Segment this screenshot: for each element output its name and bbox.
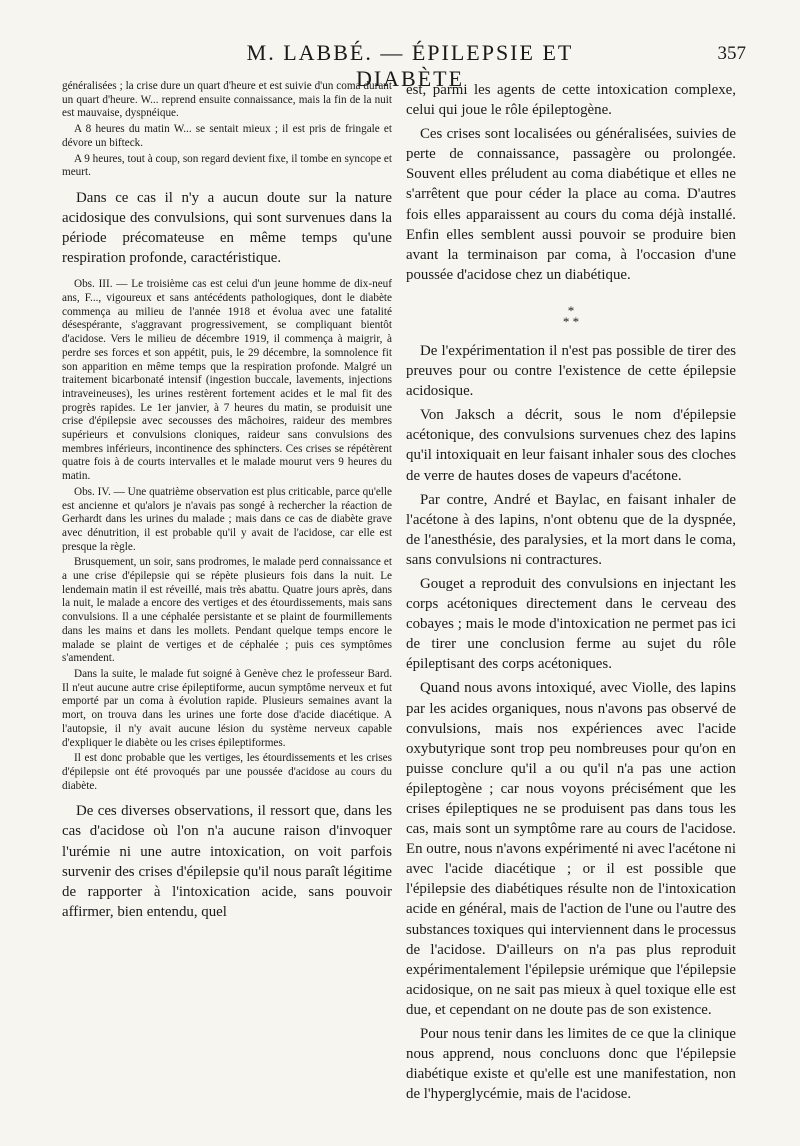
paragraph: Dans la suite, le malade fut soigné à Genève chez le professeur Bard. Il n'eut aucune autre crise épileptiforme, aucun symptôme nerveux et fut emporté par un coma à évolution rapide. Plusieurs semaines avant la mort, on trouva dans les urines une forte dose d'acide diacétique. A l'autopsie, il n'y avait aucune lésion du système nerveux capable d'expliquer le diabète ou les crises épileptiformes.: [62, 667, 392, 749]
paragraph: Pour nous tenir dans les limites de ce que la clinique nous apprend, nous concluons donc que l'épilepsie diabétique existe et qu'elle est une manifestation, non de l'hyperglycémie, mais de l'acidose.: [406, 1026, 736, 1103]
observation-paragraph: Obs. IV. — Une quatrième observation est plus criticable, parce qu'elle est ancienne et qu'alors je n'avais pas songé à rechercher la réaction de Gerhardt dans les urines du malade ; mais dans ce cas de diabète grave avec dénutrition, il est probable qu'il y avait de l'acidose, car elle est presque la règle.: [62, 485, 392, 553]
paragraph: Von Jaksch a décrit, sous le nom d'épilepsie acétonique, des convulsions survenues chez des lapins qu'il intoxiquait en leur faisant inhaler sous des cloches de verre de hautes doses de vapeurs d'acétone.: [406, 407, 736, 484]
paragraph: généralisées ; la crise dure un quart d'heure et est suivie d'un coma durant un quart d'heure. W... reprend ensuite connaissance, mais la fin de la nuit est mauvaise, dyspnéique.: [62, 80, 392, 120]
paragraph: Ces crises sont localisées ou généralisées, suivies de perte de connaissance, passagère ou prolongée. Souvent elles préludent au coma diabétique et elles ne s'arrêtent que pour céder la place au coma. D'autres fois elles apparaissent au cours du coma déjà installé. Enfin elles semblent aussi pouvoir se produire bien avant la terminaison par coma, à l'occasion d'une poussée d'acidose chez un diabétique.: [406, 126, 736, 283]
paragraph: A 9 heures, tout à coup, son regard devient fixe, il tombe en syncope et meurt.: [62, 152, 392, 179]
paragraph: est, parmi les agents de cette intoxication complexe, celui qui joue le rôle épileptogène.: [406, 82, 736, 119]
paragraph: A 8 heures du matin W... se sentait mieux ; il est pris de fringale et dévore un bifteck.: [62, 123, 392, 149]
paragraph: Quand nous avons intoxiqué, avec Violle, des lapins par les acides organiques, nous n'avons pas observé de convulsions, mais nos expériences avec l'acide oxybutyrique sont trop peu nombreuses pour qu'on en puisse conclure qu'il a ou qu'il n'a pas une action épileptogène ; car nous voyons précisément que les crises épileptiques ne se produisent pas dans tous les cas, mais sont un symptôme rare au cours de l'acidose. En outre, nous n'avons expérimenté ni avec l'acétone ni avec l'acide diacétique ; or il est possible que l'épilepsie des diabétiques résulte non de l'intoxication acide en général, mais de l'action de l'une ou l'autre des substances toxiques qui interviennent dans le processus de l'acidose. D'ailleurs on n'a pas plus reproduit expérimentalement l'épilepsie urémique que l'épilepsie acidosique, on ne sait pas mieux à quel toxique elle est due, et cependant on ne doute pas de son existence.: [406, 680, 737, 1018]
page-number: 357: [717, 43, 746, 64]
observation-paragraph: Obs. III. — Le troisième cas est celui d'un jeune homme de dix-neuf ans, F..., vigoureux et sans antécédents pathologiques, dont le diabète commença au milieu de l'année 1918 et évolua avec une fatalité désespérante, s'aggravant progressivement, se compliquant bientôt d'acidose. Vers le milieu de décembre 1919, il commença à maigrir, à perdre ses forces et son appétit, puis, le 29 décembre, la somnolence fit son apparition en même temps que la respiration profonde. Malgré un traitement bicarbonaté intensif (ingestion buccale, lavements, injections intraveineuses), les urines restèrent fortement acides et le mal fit des progrès rapides. Le 1er janvier, à 7 heures du matin, se produisit une crise d'épilepsie avec secousses des mâchoires, raideur des membres supérieurs et convulsions cloniques, raideur sans convulsions des membres inférieurs, incontinence des sphincters. Ces crises se répétèrent quatre fois à de courts intervalles et le malade mourut vers 9 heures du matin.: [62, 278, 392, 483]
running-title: M. LABBÉ. — ÉPILEPSIE ET DIABÈTE: [246, 40, 574, 91]
paragraph: De l'expérimentation il n'est pas possible de tirer des preuves pour ou contre l'existence de cette épilepsie acidosique.: [406, 342, 736, 400]
paragraph: Par contre, André et Baylac, en faisant inhaler de l'acétone à des lapins, n'ont obtenu que de la dyspnée, de l'anesthésie, des paralysies, et la mort dans le coma, sans convulsions ni contractures.: [406, 491, 736, 568]
paragraph: Il est donc probable que les vertiges, les étourdissements et les crises d'épilepsie ont été provoqués par une poussée d'acidose au cours du diabète.: [62, 752, 392, 792]
asterism-bottom: * *: [562, 313, 580, 329]
paragraph: Brusquement, un soir, sans prodromes, le malade perd connaissance et a une crise d'épilepsie qui se répète plusieurs fois dans la nuit. Le lendemain matin il est réveillé, mais très abattu. Quatre jours après, dans la nuit, le malade a encore des vertiges et des étourdissements, mais sans convulsions. Il a une céphalée persistante et se plaint de fourmillements dans les mains et dans les mollets. Pendant quelque temps encore le malade se plaint de vertiges et de céphalée ; puis ces symptômes s'amendent.: [62, 556, 392, 665]
asterism-top: *: [567, 302, 575, 318]
paragraph: Dans ce cas il n'y a aucun doute sur la nature acidosique des convulsions, qui sont survenues dans la période précomateuse en même temps qu'une respiration profonde, caractéristique.: [62, 189, 392, 267]
paragraph: Gouget a reproduit des convulsions en injectant les corps acétoniques directement dans le cerveau des cobayes ; mais le mode d'intoxication ne permet pas ici de tirer une conclusion ferme au sujet du rôle épileptisant des corps acétoniques.: [406, 575, 736, 673]
paragraph: De ces diverses observations, il ressort que, dans les cas d'acidose où l'on n'a aucune raison d'invoquer l'urémie ni une autre intoxication, on voit parfois survenir des crises d'épilepsie qu'il nous paraît légitime de rapporter à l'intoxication acide, sans pouvoir affirmer, bien entendu, quel: [62, 803, 392, 920]
section-asterism: [406, 302, 736, 329]
right-column: [406, 80, 736, 1108]
left-column: [62, 80, 392, 932]
page-header: [0, 40, 800, 91]
